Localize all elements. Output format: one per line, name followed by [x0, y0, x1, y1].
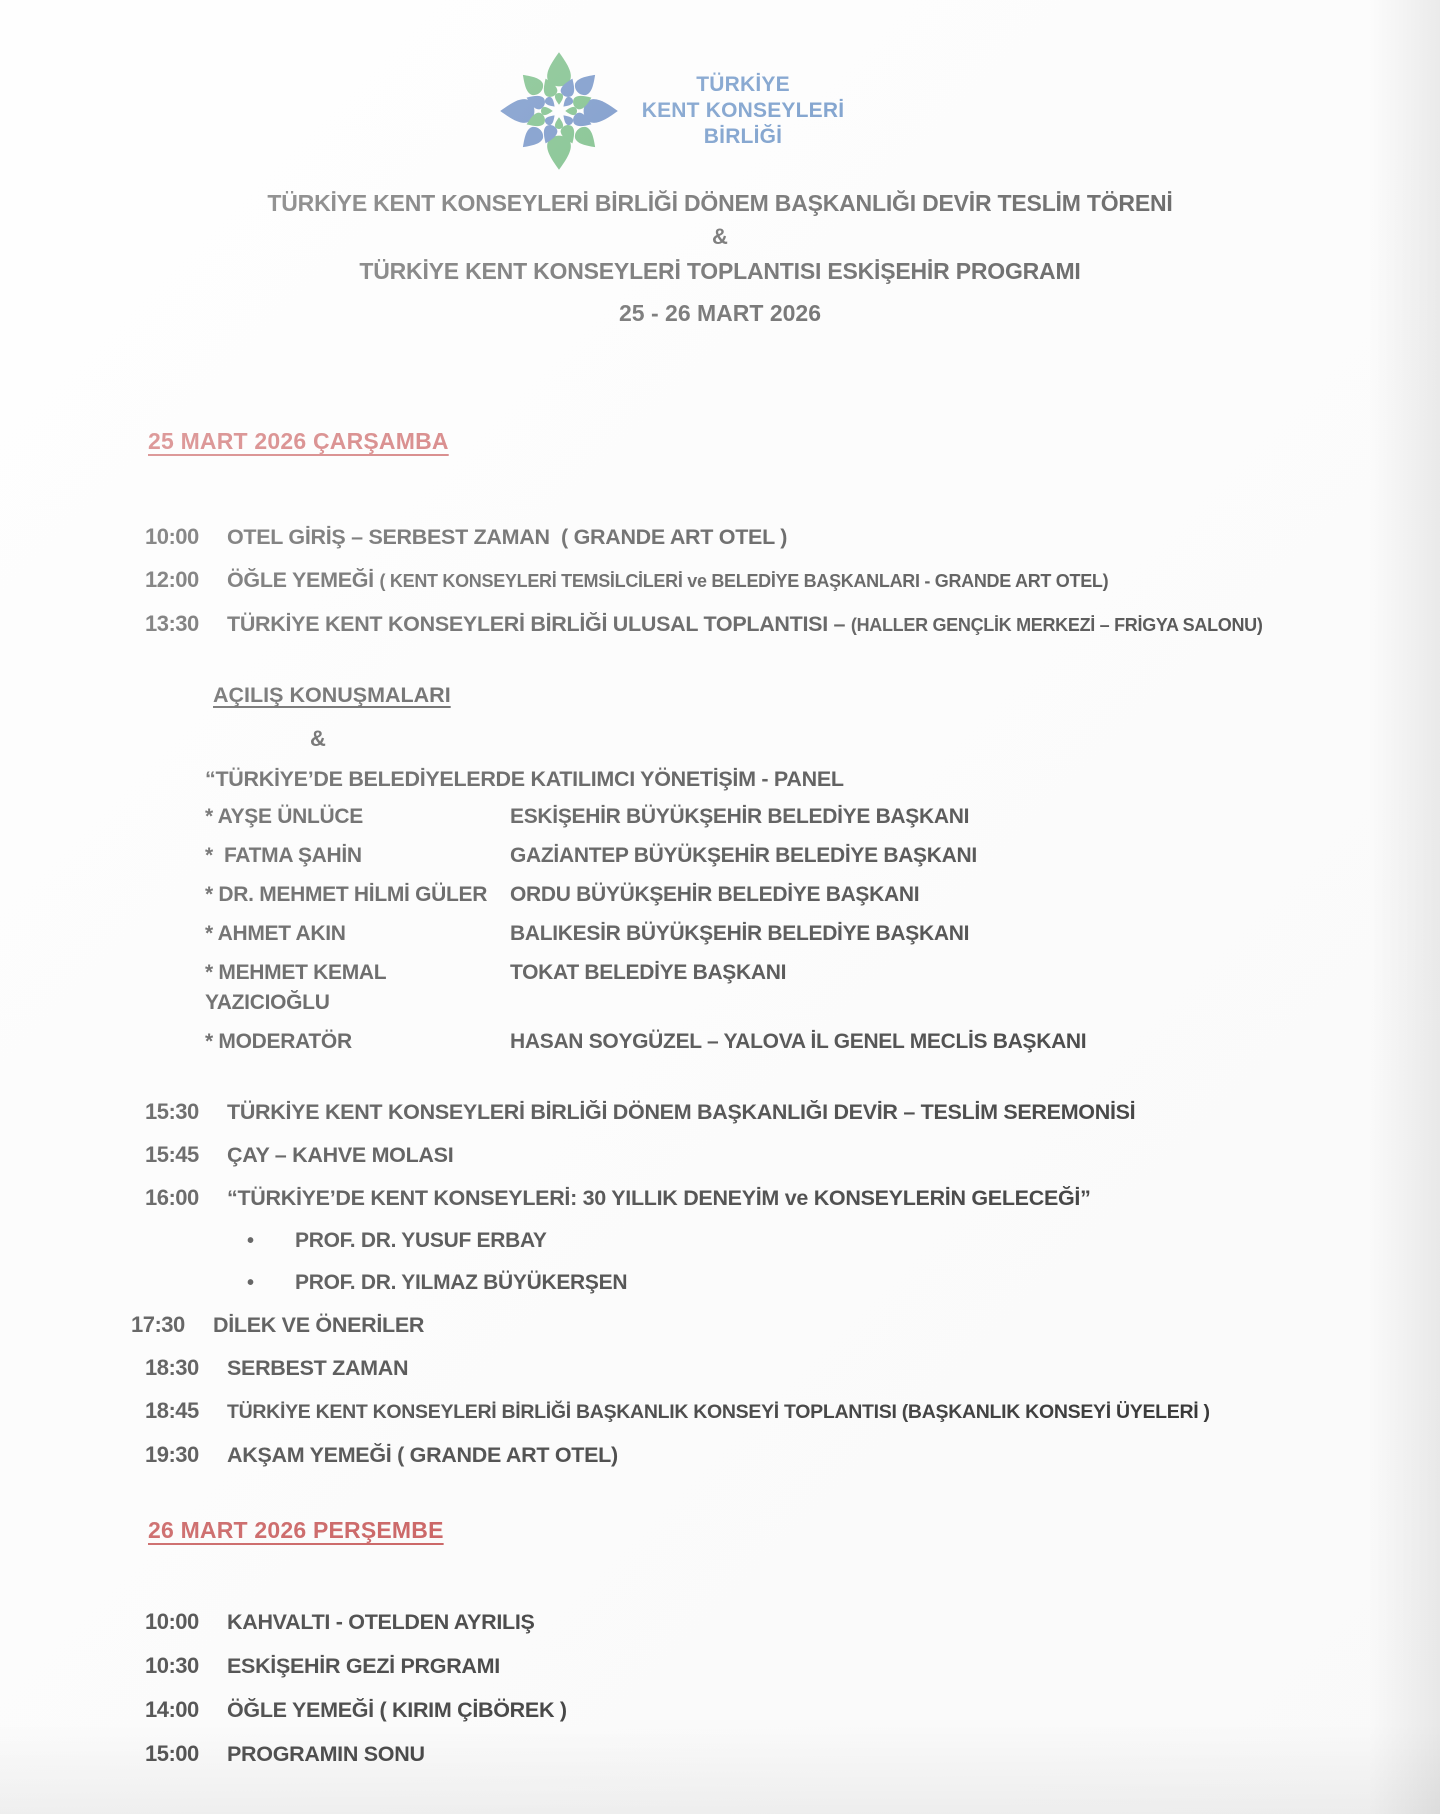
event-time: 19:30: [145, 1442, 199, 1467]
event-text: SERBEST ZAMAN: [227, 1356, 409, 1380]
event-text: TÜRKİYE KENT KONSEYLERİ BİRLİĞİ BAŞKANLIK KONSEYİ TOPLANTISI: [227, 1401, 902, 1423]
event-time: 13:30: [145, 611, 199, 636]
schedule-row: [0, 1183, 1440, 1213]
schedule-row: [0, 1739, 1440, 1769]
speaker-role: ESKİŞEHİR BÜYÜKŞEHİR BELEDİYE BAŞKANI: [510, 805, 970, 828]
speaker-row: [0, 841, 1440, 871]
event-time: 10:00: [145, 524, 199, 549]
event-time: 10:00: [145, 1609, 199, 1634]
event-time: 14:00: [145, 1697, 199, 1722]
event-time: 17:30: [131, 1312, 185, 1337]
event-time: 18:45: [145, 1398, 199, 1423]
bullet-item: [0, 1226, 1440, 1256]
schedule-row: [0, 1310, 1440, 1340]
title-block: [0, 186, 1440, 330]
event-time: 18:30: [145, 1355, 199, 1380]
event-text: “TÜRKİYE’DE KENT KONSEYLERİ: 30 YILLIK DENEYİM ve KONSEYLERİN GELECEĞİ”: [227, 1186, 1091, 1210]
panel-speakers: [0, 802, 1440, 1057]
speaker-name: * FATMA ŞAHİN: [205, 844, 362, 867]
speaker-row: [0, 958, 1440, 1018]
bullet-text: PROF. DR. YILMAZ BÜYÜKERŞEN: [295, 1271, 628, 1294]
day2-rows: [0, 1607, 1440, 1769]
event-text: ÖĞLE YEMEĞİ: [227, 568, 380, 592]
bullet-text: PROF. DR. YUSUF ERBAY: [295, 1229, 547, 1252]
schedule-row: [0, 1140, 1440, 1170]
day1-morning-rows: [0, 522, 1440, 640]
event-text: DİLEK VE ÖNERİLER: [213, 1313, 425, 1337]
opening-heading: AÇILIŞ KONUŞMALARI: [213, 683, 451, 707]
logo-org-line: TÜRKİYE: [696, 73, 790, 96]
logo-header: [0, 52, 1392, 170]
schedule-row: [0, 1097, 1440, 1127]
speaker-row: [0, 1027, 1440, 1057]
speaker-row: [0, 880, 1440, 910]
schedule-row: [0, 522, 1440, 552]
speaker-row: [0, 919, 1440, 949]
schedule-row: [0, 1695, 1440, 1725]
opening-panel-block: [0, 680, 1440, 1057]
speaker-role: ORDU BÜYÜKŞEHİR BELEDİYE BAŞKANI: [510, 883, 920, 906]
event-text: TÜRKİYE KENT KONSEYLERİ BİRLİĞİ ULUSAL TOPLANTISI –: [227, 612, 851, 636]
speaker-bullets: [0, 1226, 1440, 1298]
event-time: 15:00: [145, 1741, 199, 1766]
logo-org-line: BİRLİĞİ: [703, 125, 783, 148]
speaker-name: * MEHMET KEMAL YAZICIOĞLU: [205, 961, 392, 1014]
event-time: 10:30: [145, 1653, 199, 1678]
schedule-row: [0, 1651, 1440, 1681]
event-time: 16:00: [145, 1185, 199, 1210]
schedule-row: [0, 1353, 1440, 1383]
bullet-icon: •: [247, 1230, 255, 1252]
event-text: OTEL GİRİŞ – SERBEST ZAMAN ( GRANDE ART OTEL ): [227, 525, 788, 549]
event-text: TÜRKİYE KENT KONSEYLERİ BİRLİĞİ DÖNEM BAŞKANLIĞI DEVİR – TESLİM SEREMONİSİ: [227, 1100, 1136, 1124]
speaker-role: TOKAT BELEDİYE BAŞKANI: [510, 961, 787, 984]
opening-ampersand: &: [310, 726, 326, 751]
day1-evening-rows: [0, 1310, 1440, 1470]
event-detail: (HALLER GENÇLİK MERKEZİ – FRİGYA SALONU): [850, 615, 1263, 635]
speaker-name: * AYŞE ÜNLÜCE: [205, 805, 363, 828]
speaker-name: * MODERATÖR: [205, 1030, 352, 1053]
schedule-row: [0, 565, 1440, 596]
speaker-role: HASAN SOYGÜZEL – YALOVA İL GENEL MECLİS BAŞKANI: [510, 1030, 1087, 1053]
event-text: AKŞAM YEMEĞİ ( GRANDE ART OTEL): [227, 1443, 618, 1467]
schedule-row: [0, 1396, 1440, 1427]
speaker-role: GAZİANTEP BÜYÜKŞEHİR BELEDİYE BAŞKANI: [510, 844, 977, 867]
event-time: 15:30: [145, 1099, 199, 1124]
event-time: 15:45: [145, 1142, 199, 1167]
event-time: 12:00: [145, 567, 199, 592]
logo-org-line: KENT KONSEYLERİ: [641, 99, 845, 122]
document-date: 25 - 26 MART 2026: [619, 300, 821, 326]
event-text: ÖĞLE YEMEĞİ ( KIRIM ÇİBÖREK ): [227, 1698, 567, 1722]
title-ampersand: &: [712, 224, 728, 249]
logo-org-name: [642, 72, 845, 150]
speaker-row: [0, 802, 1440, 832]
schedule-row: [0, 1440, 1440, 1470]
document-title-line1: TÜRKİYE KENT KONSEYLERİ BİRLİĞİ DÖNEM BAŞKANLIĞI DEVİR TESLİM TÖRENİ: [267, 190, 1173, 216]
bullet-icon: •: [247, 1272, 255, 1294]
event-detail: ( KENT KONSEYLERİ TEMSİLCİLERİ ve BELEDİYE BAŞKANLARI - GRANDE ART OTEL): [379, 571, 1109, 591]
speaker-role: BALIKESİR BÜYÜKŞEHİR BELEDİYE BAŞKANI: [510, 922, 970, 945]
day2-header: 26 MART 2026 PERŞEMBE: [148, 1517, 444, 1543]
event-text: KAHVALTI - OTELDEN AYRILIŞ: [227, 1610, 535, 1634]
event-text: PROGRAMIN SONU: [227, 1742, 425, 1766]
kent-konseyleri-logo-icon: [500, 52, 618, 170]
day1-afternoon-rows: [0, 1097, 1440, 1213]
schedule-row: [0, 609, 1440, 640]
document-title-line2: TÜRKİYE KENT KONSEYLERİ TOPLANTISI ESKİŞEHİR PROGRAMI: [359, 258, 1081, 284]
speaker-name: * AHMET AKIN: [205, 922, 346, 945]
event-text: ESKİŞEHİR GEZİ PRGRAMI: [227, 1654, 500, 1678]
day1-header: 25 MART 2026 ÇARŞAMBA: [148, 428, 449, 454]
schedule-row: [0, 1607, 1440, 1637]
event-text: ÇAY – KAHVE MOLASI: [227, 1143, 454, 1167]
event-detail-bold: (BAŞKANLIK KONSEYİ ÜYELERİ ): [901, 1401, 1210, 1423]
speaker-name: * DR. MEHMET HİLMİ GÜLER: [205, 883, 488, 906]
panel-title: “TÜRKİYE’DE BELEDİYELERDE KATILIMCI YÖNETİŞİM - PANEL: [205, 767, 844, 791]
bullet-item: [0, 1268, 1440, 1298]
